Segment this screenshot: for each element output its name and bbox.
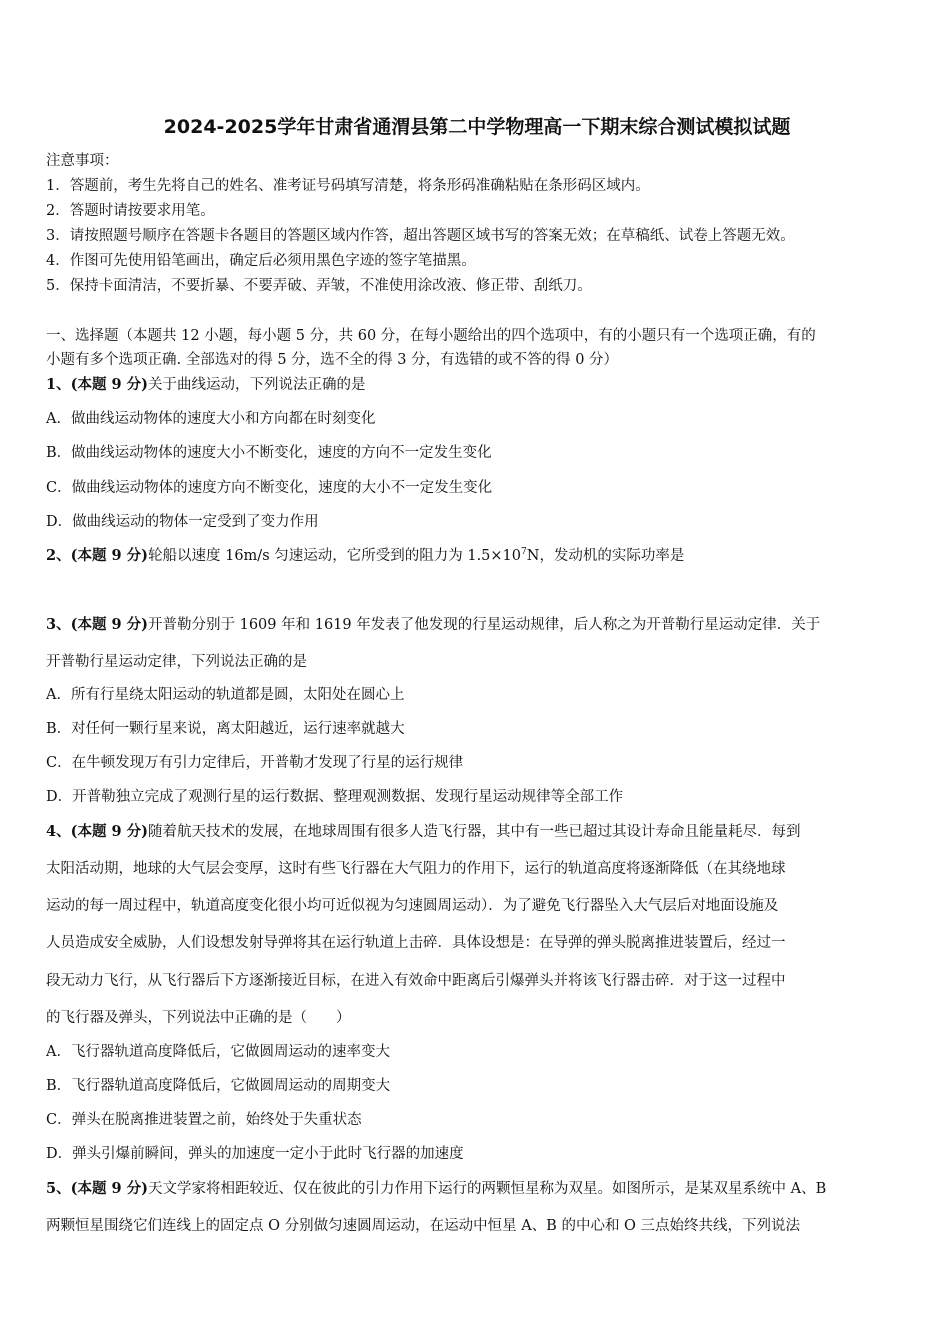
exponent: 7 xyxy=(521,547,527,557)
option-a: A．做曲线运动物体的速度大小和方向都在时刻变化 xyxy=(46,411,376,427)
notice-item: 3．请按照题号顺序在答题卡各题目的答题区域内作答，超出答题区域书写的答案无效；在草稿纸、试卷上答题无效。 xyxy=(46,228,795,244)
question-tag: (本题 9 分) xyxy=(70,376,148,393)
question-number: 4、 xyxy=(46,823,71,840)
question-text: 天文学家将相距较近、仅在彼此的引力作用下运行的两颗恒星称为双星。如图所示，是某双星系统中 A、B xyxy=(148,1181,827,1197)
question-text: 开普勒分别于 1609 年和 1619 年发表了他发现的行星运动规律，后人称之为开普勒行星运动定律．关于 xyxy=(148,617,821,633)
question-4-stem-cont: 人员造成安全威胁，人们设想发射导弹将其在运行轨道上击碎．具体设想是：在导弹的弹头脱离推进装置后，经过一 xyxy=(46,935,786,951)
question-text: 关于曲线运动，下列说法正确的是 xyxy=(148,377,366,393)
option-c: C．弹头在脱离推进装置之前，始终处于失重状态 xyxy=(46,1112,362,1128)
notice-item: 4．作图可先使用铅笔画出，确定后必须用黑色字迹的签字笔描黑。 xyxy=(46,253,476,269)
option-d: D．开普勒独立完成了观测行星的运行数据、整理观测数据、发现行星运动规律等全部工作 xyxy=(46,789,624,805)
notice-heading: 注意事项： xyxy=(46,153,119,169)
question-text: N，发动机的实际功率是 xyxy=(526,548,685,564)
question-number: 3、 xyxy=(46,616,71,633)
section-header-line: 一、选择题（本题共 12 小题，每小题 5 分，共 60 分，在每小题给出的四个选项中，有的小题只有一个选项正确，有的 xyxy=(46,328,816,344)
question-4-stem xyxy=(46,822,908,842)
section-header-line: 小题有多个选项正确. 全部选对的得 5 分，选不全的得 3 分，有选错的或不答的得 0 分） xyxy=(46,352,619,368)
notice-item: 2．答题时请按要求用笔。 xyxy=(46,203,215,219)
notice-item: 5．保持卡面清洁，不要折暴、不要弄破、弄皱，不准使用涂改液、修正带、刮纸刀。 xyxy=(46,278,592,294)
option-b: B．飞行器轨道高度降低后，它做圆周运动的周期变大 xyxy=(46,1078,391,1094)
question-number: 1、 xyxy=(46,376,71,393)
question-tag: (本题 9 分) xyxy=(70,547,148,564)
question-4-stem-cont: 运动的每一周过程中，轨道高度变化很小均可近似视为匀速圆周运动）．为了避免飞行器坠入大气层后对地面设施及 xyxy=(46,898,779,914)
question-number: 2、 xyxy=(46,547,71,564)
notice-item: 1．答题前，考生先将自己的姓名、准考证号码填写清楚，将条形码准确粘贴在条形码区域内。 xyxy=(46,178,650,194)
question-tag: (本题 9 分) xyxy=(70,823,148,840)
option-c: C．在牛顿发现万有引力定律后，开普勒才发现了行星的运行规律 xyxy=(46,755,464,771)
option-d: D．弹头引爆前瞬间，弹头的加速度一定小于此时飞行器的加速度 xyxy=(46,1146,464,1162)
question-4-stem-cont: 太阳活动期，地球的大气层会变厚，这时有些飞行器在大气阻力的作用下，运行的轨道高度将逐渐降低（在其绕地球 xyxy=(46,861,786,877)
question-5-stem xyxy=(46,1179,908,1199)
question-5-stem-cont: 两颗恒星围绕它们连线上的固定点 O 分别做匀速圆周运动，在运动中恒星 A、B 的中心和 O 三点始终共线，下列说法 xyxy=(46,1218,801,1234)
question-tag: (本题 9 分) xyxy=(70,1180,148,1197)
question-number: 5、 xyxy=(46,1180,71,1197)
question-3-stem xyxy=(46,615,908,635)
question-text: 轮船以速度 16m/s 匀速运动，它所受到的阻力为 1.5×10 xyxy=(148,548,522,564)
option-d: D．做曲线运动的物体一定受到了变力作用 xyxy=(46,514,319,530)
question-text: 随着航天技术的发展，在地球周围有很多人造飞行器，其中有一些已超过其设计寿命且能量耗尽．每到 xyxy=(148,824,801,840)
option-b: B．对任何一颗行星来说，离太阳越近，运行速率就越大 xyxy=(46,721,405,737)
page-title: 2024-2025学年甘肃省通渭县第二中学物理高一下期末综合测试模拟试题 xyxy=(163,116,791,138)
option-a: A．飞行器轨道高度降低后，它做圆周运动的速率变大 xyxy=(46,1044,390,1060)
question-2-stem xyxy=(46,546,908,566)
question-4-stem-cont: 的飞行器及弹头，下列说法中正确的是（ ） xyxy=(46,1010,351,1026)
question-1-stem xyxy=(46,375,908,395)
option-c: C．做曲线运动物体的速度方向不断变化，速度的大小不一定发生变化 xyxy=(46,480,493,496)
question-tag: (本题 9 分) xyxy=(70,616,148,633)
question-3-stem-cont: 开普勒行星运动定律，下列说法正确的是 xyxy=(46,654,307,670)
option-a: A．所有行星绕太阳运动的轨道都是圆，太阳处在圆心上 xyxy=(46,687,405,703)
option-b: B．做曲线运动物体的速度大小不断变化，速度的方向不一定发生变化 xyxy=(46,445,492,461)
question-4-stem-cont: 段无动力飞行，从飞行器后下方逐渐接近目标，在进入有效命中距离后引爆弹头并将该飞行器击碎．对于这一过程中 xyxy=(46,973,786,989)
